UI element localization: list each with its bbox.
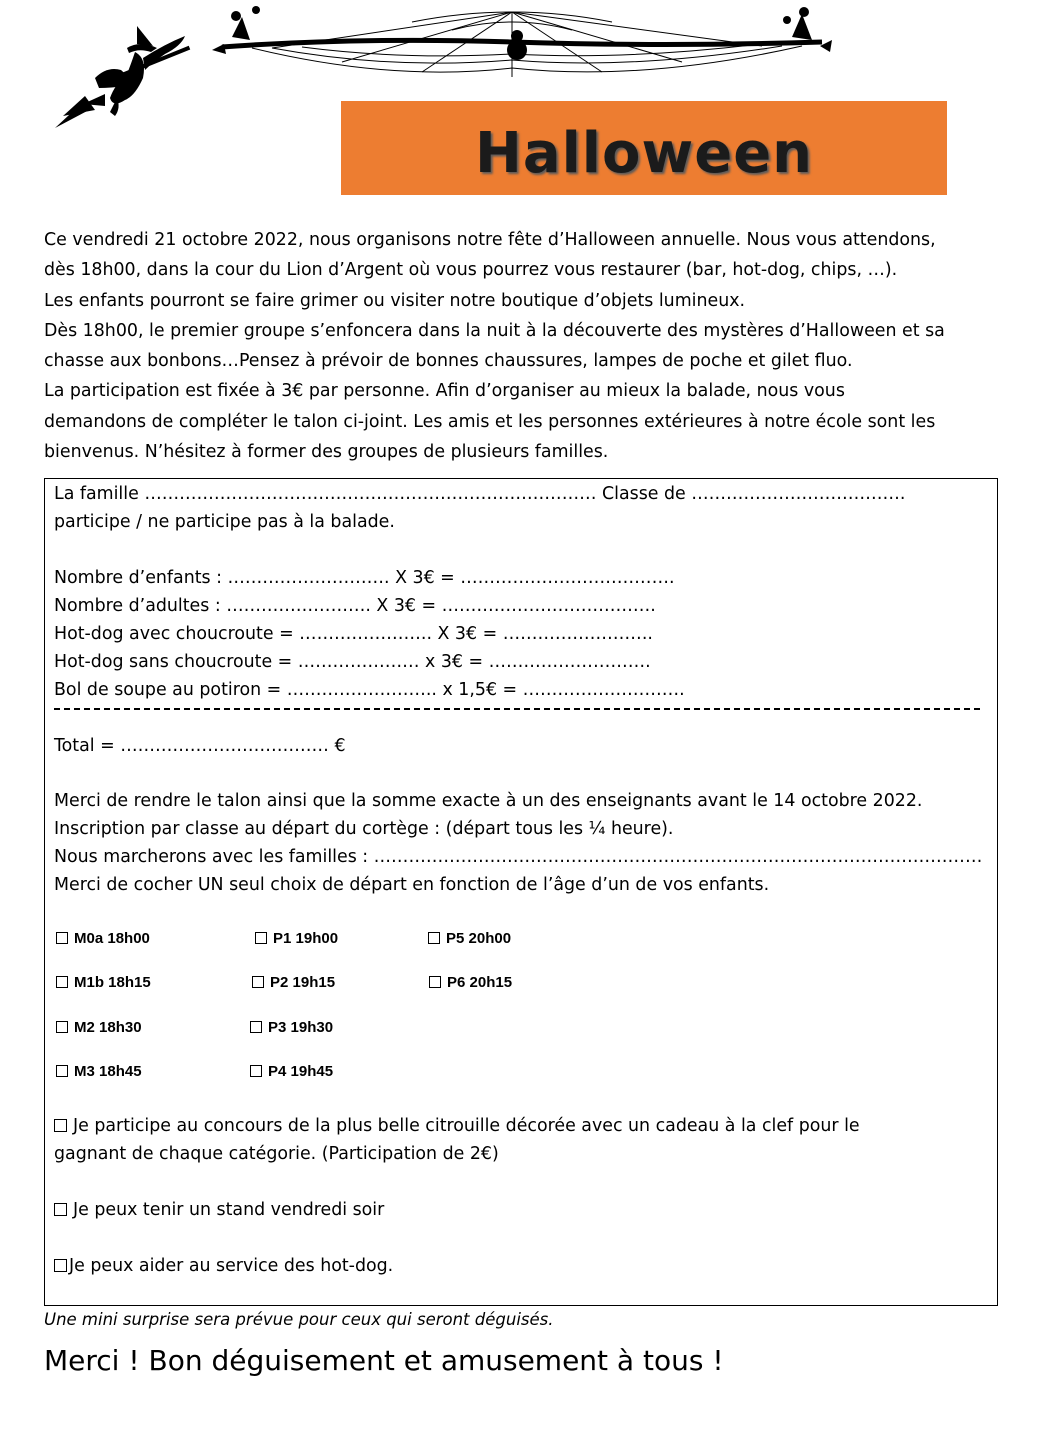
famille-field[interactable]: La famille …………………………………………………………………… Classe de ……………………………….	[54, 484, 906, 504]
spider-web-icon	[212, 2, 832, 90]
checkbox-icon[interactable]	[429, 976, 441, 988]
checkbox-icon[interactable]	[250, 1021, 262, 1033]
intro-text	[44, 225, 1004, 467]
departure-label: P4 19h45	[268, 1063, 334, 1080]
departure-label: P6 20h15	[447, 974, 513, 991]
stand-label: Je peux tenir un stand vendredi soir	[73, 1200, 385, 1220]
departure-option[interactable]	[252, 974, 335, 991]
hotdog-service-label: Je peux aider au service des hot-dog.	[69, 1256, 394, 1276]
departure-option[interactable]	[56, 930, 150, 947]
departure-label: P3 19h30	[268, 1019, 334, 1036]
closing-message: Merci ! Bon déguisement et amusement à tous !	[44, 1344, 724, 1377]
departure-option[interactable]	[250, 1063, 333, 1080]
concours-option[interactable]	[54, 1115, 860, 1137]
adultes-field[interactable]: Nombre d’adultes : ……………………. X 3€ = ……………………………….	[54, 596, 656, 616]
total-field[interactable]: Total = ……………………………… €	[54, 736, 346, 756]
departure-option[interactable]	[56, 1063, 142, 1080]
participe-option[interactable]: participe / ne participe pas à la balade.	[54, 512, 395, 532]
footnote: Une mini surprise sera prévue pour ceux qui seront déguisés.	[44, 1310, 554, 1329]
departure-option[interactable]	[255, 930, 338, 947]
departure-option[interactable]	[56, 974, 151, 991]
checkbox-icon[interactable]	[56, 1021, 68, 1033]
checkbox-icon[interactable]	[54, 1119, 67, 1132]
checkbox-icon[interactable]	[54, 1259, 67, 1272]
hotdog-sans-field[interactable]: Hot-dog sans choucroute = ………………… x 3€ = ……………………….	[54, 652, 651, 672]
dashed-divider	[54, 708, 980, 710]
cocher-text: Merci de cocher UN seul choix de départ en fonction de l’âge d’un de vos enfants.	[54, 875, 770, 895]
checkbox-icon[interactable]	[428, 932, 440, 944]
merci-text: Merci de rendre le talon ainsi que la somme exacte à un des enseignants avant le 14 octobre 2022.	[54, 791, 923, 811]
departure-option[interactable]	[429, 974, 512, 991]
hotdog-avec-field[interactable]: Hot-dog avec choucroute = ………………….. X 3€ = ……………………..	[54, 624, 653, 644]
concours-label: Je participe au concours de la plus belle citrouille décorée avec un cadeau à la clef pour le	[73, 1116, 860, 1136]
inscription-text: Inscription par classe au départ du cortège : (départ tous les ¼ heure).	[54, 819, 674, 839]
intro-line: Les enfants pourront se faire grimer ou visiter notre boutique d’objets lumineux.	[44, 290, 746, 311]
departure-label: M2 18h30	[74, 1019, 142, 1036]
checkbox-icon[interactable]	[252, 976, 264, 988]
concours-label-cont: gagnant de chaque catégorie. (Participation de 2€)	[54, 1144, 499, 1164]
intro-line: demandons de compléter le talon ci-joint. Les amis et les personnes extérieures à notre école sont les	[44, 411, 936, 432]
checkbox-icon[interactable]	[250, 1065, 262, 1077]
enfants-field[interactable]: Nombre d’enfants : ………………………. X 3€ = ……………………………….	[54, 568, 675, 588]
witch-icon	[55, 18, 200, 136]
departure-option[interactable]	[56, 1019, 142, 1036]
checkbox-icon[interactable]	[56, 932, 68, 944]
intro-line: bienvenus. N’hésitez à former des groupes de plusieurs familles.	[44, 442, 609, 463]
departure-label: P5 20h00	[446, 930, 512, 947]
departure-option[interactable]	[250, 1019, 333, 1036]
checkbox-icon[interactable]	[255, 932, 267, 944]
departure-label: M1b 18h15	[74, 974, 151, 991]
checkbox-icon[interactable]	[54, 1203, 67, 1216]
soupe-field[interactable]: Bol de soupe au potiron = …………………….. x 1,5€ = ……………………….	[54, 680, 685, 700]
title-banner	[341, 101, 947, 195]
departure-label: M0a 18h00	[74, 930, 150, 947]
page-title: Halloween	[474, 121, 814, 186]
marcherons-field[interactable]: Nous marcherons avec les familles : ……………………………………………………………………………………………	[54, 847, 983, 867]
intro-line: Ce vendredi 21 octobre 2022, nous organisons notre fête d’Halloween annuelle. Nous vous attendons,	[44, 230, 936, 250]
intro-line: dès 18h00, dans la cour du Lion d’Argent où vous pourrez vous restaurer (bar, hot-dog, chips, …).	[44, 260, 898, 281]
intro-line: chasse aux bonbons…Pensez à prévoir de bonnes chaussures, lampes de poche et gilet fluo.	[44, 351, 853, 372]
departure-label: M3 18h45	[74, 1063, 142, 1080]
stand-option[interactable]	[54, 1199, 384, 1221]
intro-line: Dès 18h00, le premier groupe s’enfoncera dans la nuit à la découverte des mystères d’Halloween et sa	[44, 320, 945, 341]
departure-label: P1 19h00	[273, 930, 339, 947]
checkbox-icon[interactable]	[56, 976, 68, 988]
departure-label: P2 19h15	[270, 974, 336, 991]
registration-form	[44, 478, 998, 1306]
hotdog-service-option[interactable]	[54, 1255, 393, 1277]
intro-line: La participation est fixée à 3€ par personne. Afin d’organiser au mieux la balade, nous vous	[44, 381, 845, 402]
checkbox-icon[interactable]	[56, 1065, 68, 1077]
departure-option[interactable]	[428, 930, 511, 947]
